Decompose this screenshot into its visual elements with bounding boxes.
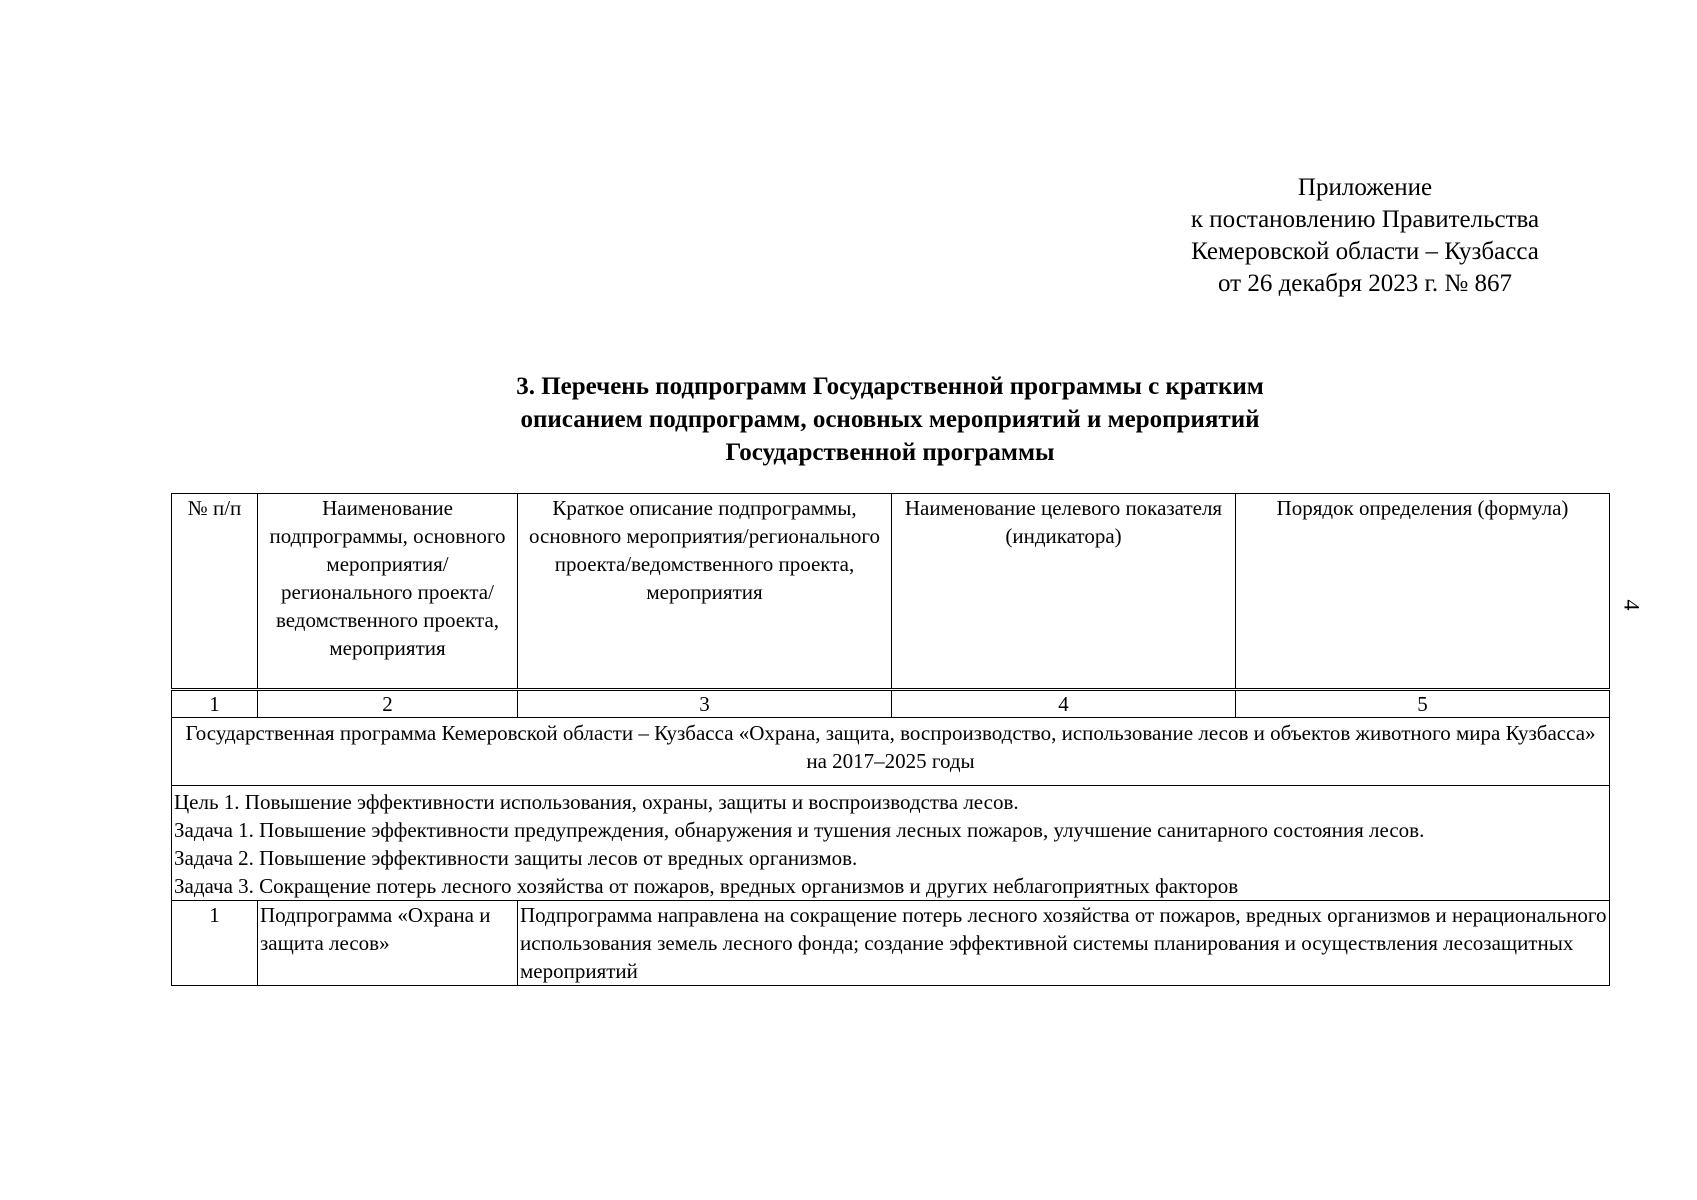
heading-line: Государственной программы: [725, 439, 1055, 466]
column-number: 3: [518, 690, 892, 718]
header-cell-indicator: Наименование целевого показателя (индикатора): [892, 494, 1236, 690]
column-number: 1: [172, 690, 258, 718]
appendix-block: [1150, 172, 1580, 300]
task-line: Задача 2. Повышение эффективности защиты лесов от вредных организмов.: [174, 846, 858, 870]
header-cell-name: Наименование подпрограммы, основного мероприятия/ регионального проекта/ ведомственного проекта, мероприятия: [258, 494, 518, 690]
table-row: [172, 901, 1610, 986]
program-title-row: [172, 718, 1610, 786]
subprograms-table: [171, 493, 1610, 986]
goal-line: Цель 1. Повышение эффективности использования, охраны, защиты и воспроизводства лесов.: [174, 790, 1019, 814]
column-number: 5: [1236, 690, 1610, 718]
header-cell-description: Краткое описание подпрограммы, основного мероприятия/регионального проекта/ведомственного проекта, мероприятия: [518, 494, 892, 690]
appendix-line: Кемеровской области – Кузбасса: [1191, 238, 1539, 265]
section-heading: [350, 370, 1430, 469]
heading-line: описанием подпрограмм, основных мероприятий и мероприятий: [520, 406, 1260, 433]
task-line: Задача 3. Сокращение потерь лесного хозяйства от пожаров, вредных организмов и других неблагоприятных факторов: [174, 874, 1239, 898]
task-line: Задача 1. Повышение эффективности предупреждения, обнаружения и тушения лесных пожаров, улучшение санитарного состояния лесов.: [174, 818, 1425, 842]
appendix-date: от 26 декабря 2023 г. № 867: [1217, 270, 1513, 297]
goal-cell: [172, 786, 1610, 901]
column-number: 4: [892, 690, 1236, 718]
table-header-row: [172, 494, 1610, 690]
row-description: Подпрограмма направлена на сокращение потерь лесного хозяйства от пожаров, вредных организмов и нерационального использования земель лесного фонда; создание эффективной системы планирования и осуществления лесозащитных мероприятий: [518, 901, 1610, 986]
appendix-line: к постановлению Правительства: [1190, 206, 1540, 233]
heading-line: 3. Перечень подпрограмм Государственной программы с кратким: [516, 373, 1264, 400]
goal-row: [172, 786, 1610, 901]
header-cell-formula: Порядок определения (формула): [1236, 494, 1610, 690]
header-cell-number: № п/п: [172, 494, 258, 690]
appendix-title: Приложение: [1297, 174, 1433, 201]
column-number: 2: [258, 690, 518, 718]
page-number: 4: [1619, 599, 1645, 611]
column-number-row: [172, 690, 1610, 718]
program-title-cell: Государственная программа Кемеровской области – Кузбасса «Охрана, защита, воспроизводство, использование лесов и объектов животного мира Кузбасса» на 2017–2025 годы: [172, 718, 1610, 786]
row-number: 1: [172, 901, 258, 986]
row-name: Подпрограмма «Охрана и защита лесов»: [258, 901, 518, 986]
